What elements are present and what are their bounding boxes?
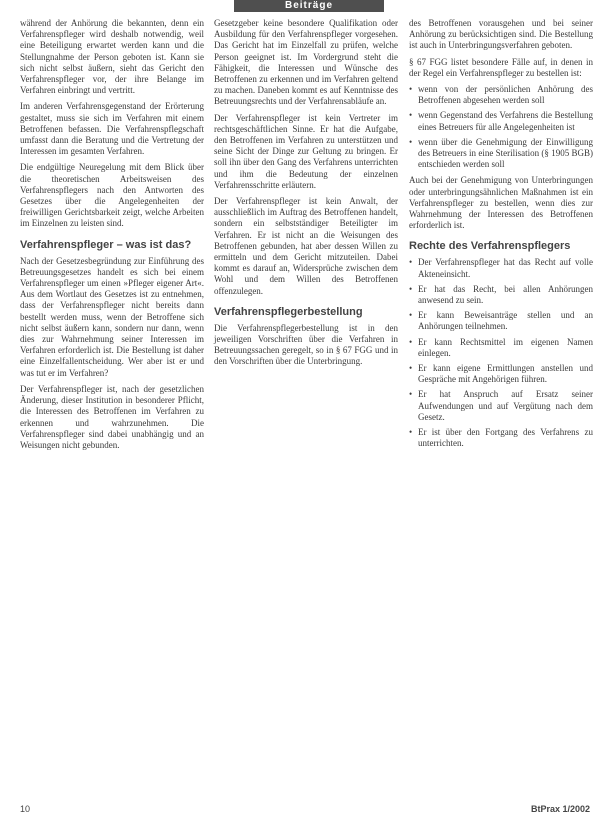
case-list <box>409 84 593 170</box>
list-item: • Der Verfahrenspfleger hat das Recht auf volle Akteneinsicht. <box>409 257 593 279</box>
journal-name: BtPrax 1/2002 <box>530 804 590 814</box>
section-heading: Verfahrenspfleger – was ist das? <box>20 238 192 251</box>
paragraph: Der Verfahrenspfleger ist kein Vertreter im rechtsgeschäftlichen Sinne. Er hat die Aufgabe, den Betroffenen im Verfahren zu unterstützen und seine Sicht der Dinge zur Geltung zu bringen. Er soll ihn über den Gang des Verfahrens unterrichten und ihm die Bedeutung der einzelnen Verfahrensschritte erläutern. <box>214 112 398 190</box>
list-item: • wenn über die Genehmigung der Einwilligung des Betreuers in eine Sterilisation (§ 1905 BGB) entschieden werden soll <box>409 137 593 171</box>
paragraph: des Betroffenen vorausgehen und bei seiner Anhörung zu berücksichtigen sind. Die Bestellung ist auch in Unterbringungsverfahren geboten. <box>409 18 593 51</box>
column-3 <box>409 18 593 455</box>
list-item: • Er kann eigene Ermittlungen anstellen und Gespräche mit Angehörigen führen. <box>409 363 593 385</box>
list-item: • Er ist über den Fortgang des Verfahrens zu unterrichten. <box>409 427 593 449</box>
column-2 <box>214 18 398 373</box>
list-item: • Er hat das Recht, bei allen Anhörungen anwesend zu sein. <box>409 284 593 306</box>
section-heading: Verfahrenspflegerbestellung <box>214 305 363 318</box>
paragraph: Die endgültige Neuregelung mit dem Blick über die theoretischen Arbeitsweisen des Verfahrenspflegers nach den Antworten des Gesetzes über die Angelegenheiten der freiwilligen Gerichtsbarkeit zeigt, welche Arbeiten im Einzelnen zu leisten sind. <box>20 162 204 229</box>
paragraph: § 67 FGG listet besondere Fälle auf, in denen in der Regel ein Verfahrenspfleger zu bestellen ist: <box>409 56 593 78</box>
paragraph: während der Anhörung die bekannten, denn ein Verfahrenspfleger wird deshalb notwendig, weil eine Beteiligung erwartet werden kann und die Stellungnahme der Person geboten ist. Kann sie sich nicht selbst äußern, sieht das Gericht den Verfahrenspfleger vor, der ihre Belange im Verfahren einbringt und vertritt. <box>20 18 204 96</box>
paragraph: Der Verfahrenspfleger ist kein Anwalt, der ausschließlich im Auftrag des Betroffenen handelt, sondern ein selbstständiger Beteiligter im Verfahren. Er ist nicht an die Weisungen des Betroffenen gebunden, hat aber dessen Willen zu ermitteln und dem Gericht mitzuteilen. Dabei kommt es darauf an, Widersprüche zwischen dem Wohl und dem Willen des Betroffenen offenzulegen. <box>214 196 398 296</box>
list-item: • Er kann Beweisanträge stellen und an Anhörungen teilnehmen. <box>409 310 593 332</box>
paragraph: Auch bei der Genehmigung von Unterbringungen oder unterbringungsähnlichen Maßnahmen ist ein Verfahrenspfleger zu bestellen, wenn dies zur Wahrnehmung der Interessen des Betroffenen erforderlich ist. <box>409 175 593 231</box>
section-header: Beiträge <box>234 0 384 12</box>
list-item: • Er hat Anspruch auf Ersatz seiner Aufwendungen und auf Vergütung nach dem Gesetz. <box>409 389 593 423</box>
column-1 <box>20 18 204 456</box>
paragraph: Im anderen Verfahrensgegenstand der Erörterung gestaltet, muss sie sich im Verfahren mit einem Betroffenen befassen. Die Verfahrenspflegschaft umfasst dann die Beratung und die Vertretung der Interessen im gesamten Verfahren. <box>20 101 204 157</box>
list-item: • Er kann Rechtsmittel im eigenen Namen einlegen. <box>409 337 593 359</box>
section-heading: Rechte des Verfahrenspflegers <box>409 240 571 253</box>
paragraph: Der Verfahrenspfleger ist, nach der gesetzlichen Änderung, dieser Institution in besonderer Pflicht, die Interessen des Betroffenen im Verfahren zu erkennen und wahrzunehmen. Die Verfahrenspfleger sind dabei unabhängig und an Weisungen nicht gebunden. <box>20 383 204 450</box>
paragraph: Nach der Gesetzesbegründung zur Einführung des Betreuungsgesetzes handelt es sich bei einem Verfahrenspfleger um einen »Pfleger eigener Art«. Aus dem Wortlaut des Gesetzes ist zu entnehmen, dass der Verfahrenspfleger nicht bereits dann bestellt werden muss, wenn der Betroffene sich nicht selbst äußern kann, sondern nur dann, wenn dies zur Wahrnehmung seiner Interessen im Verfahren erforderlich ist. Die Bestellung ist daher eine Einzelfallentscheidung. Wer aber ist er und was tut er im Verfahren? <box>20 255 204 378</box>
paragraph: Die Verfahrenspflegerbestellung ist in den jeweiligen Vorschriften über die Verfahren in Betreuungssachen geregelt, so in § 67 FGG und in den Vorschriften über die Unterbringung. <box>214 322 398 367</box>
list-item: • wenn Gegenstand des Verfahrens die Bestellung eines Betreuers für alle Angelegenheiten ist <box>409 110 593 132</box>
rights-list <box>409 257 593 449</box>
paragraph: Gesetzgeber keine besondere Qualifikation oder Ausbildung für den Verfahrenspfleger vorgesehen. Das Gericht hat im Einzelfall zu prüfen, welche Person geeignet ist. Im Vordergrund steht die Fähigkeit, die Interessen und Wünsche des Betroffenen zu erkennen und im Verfahren geltend zu machen. Daneben kommt es auf Kenntnisse des Betreuungsrechts und der Verfahrensabläufe an. <box>214 18 398 107</box>
page-footer <box>20 802 590 816</box>
list-item: • wenn von der persönlichen Anhörung des Betroffenen abgesehen werden soll <box>409 84 593 106</box>
page-number: 10 <box>20 804 31 814</box>
